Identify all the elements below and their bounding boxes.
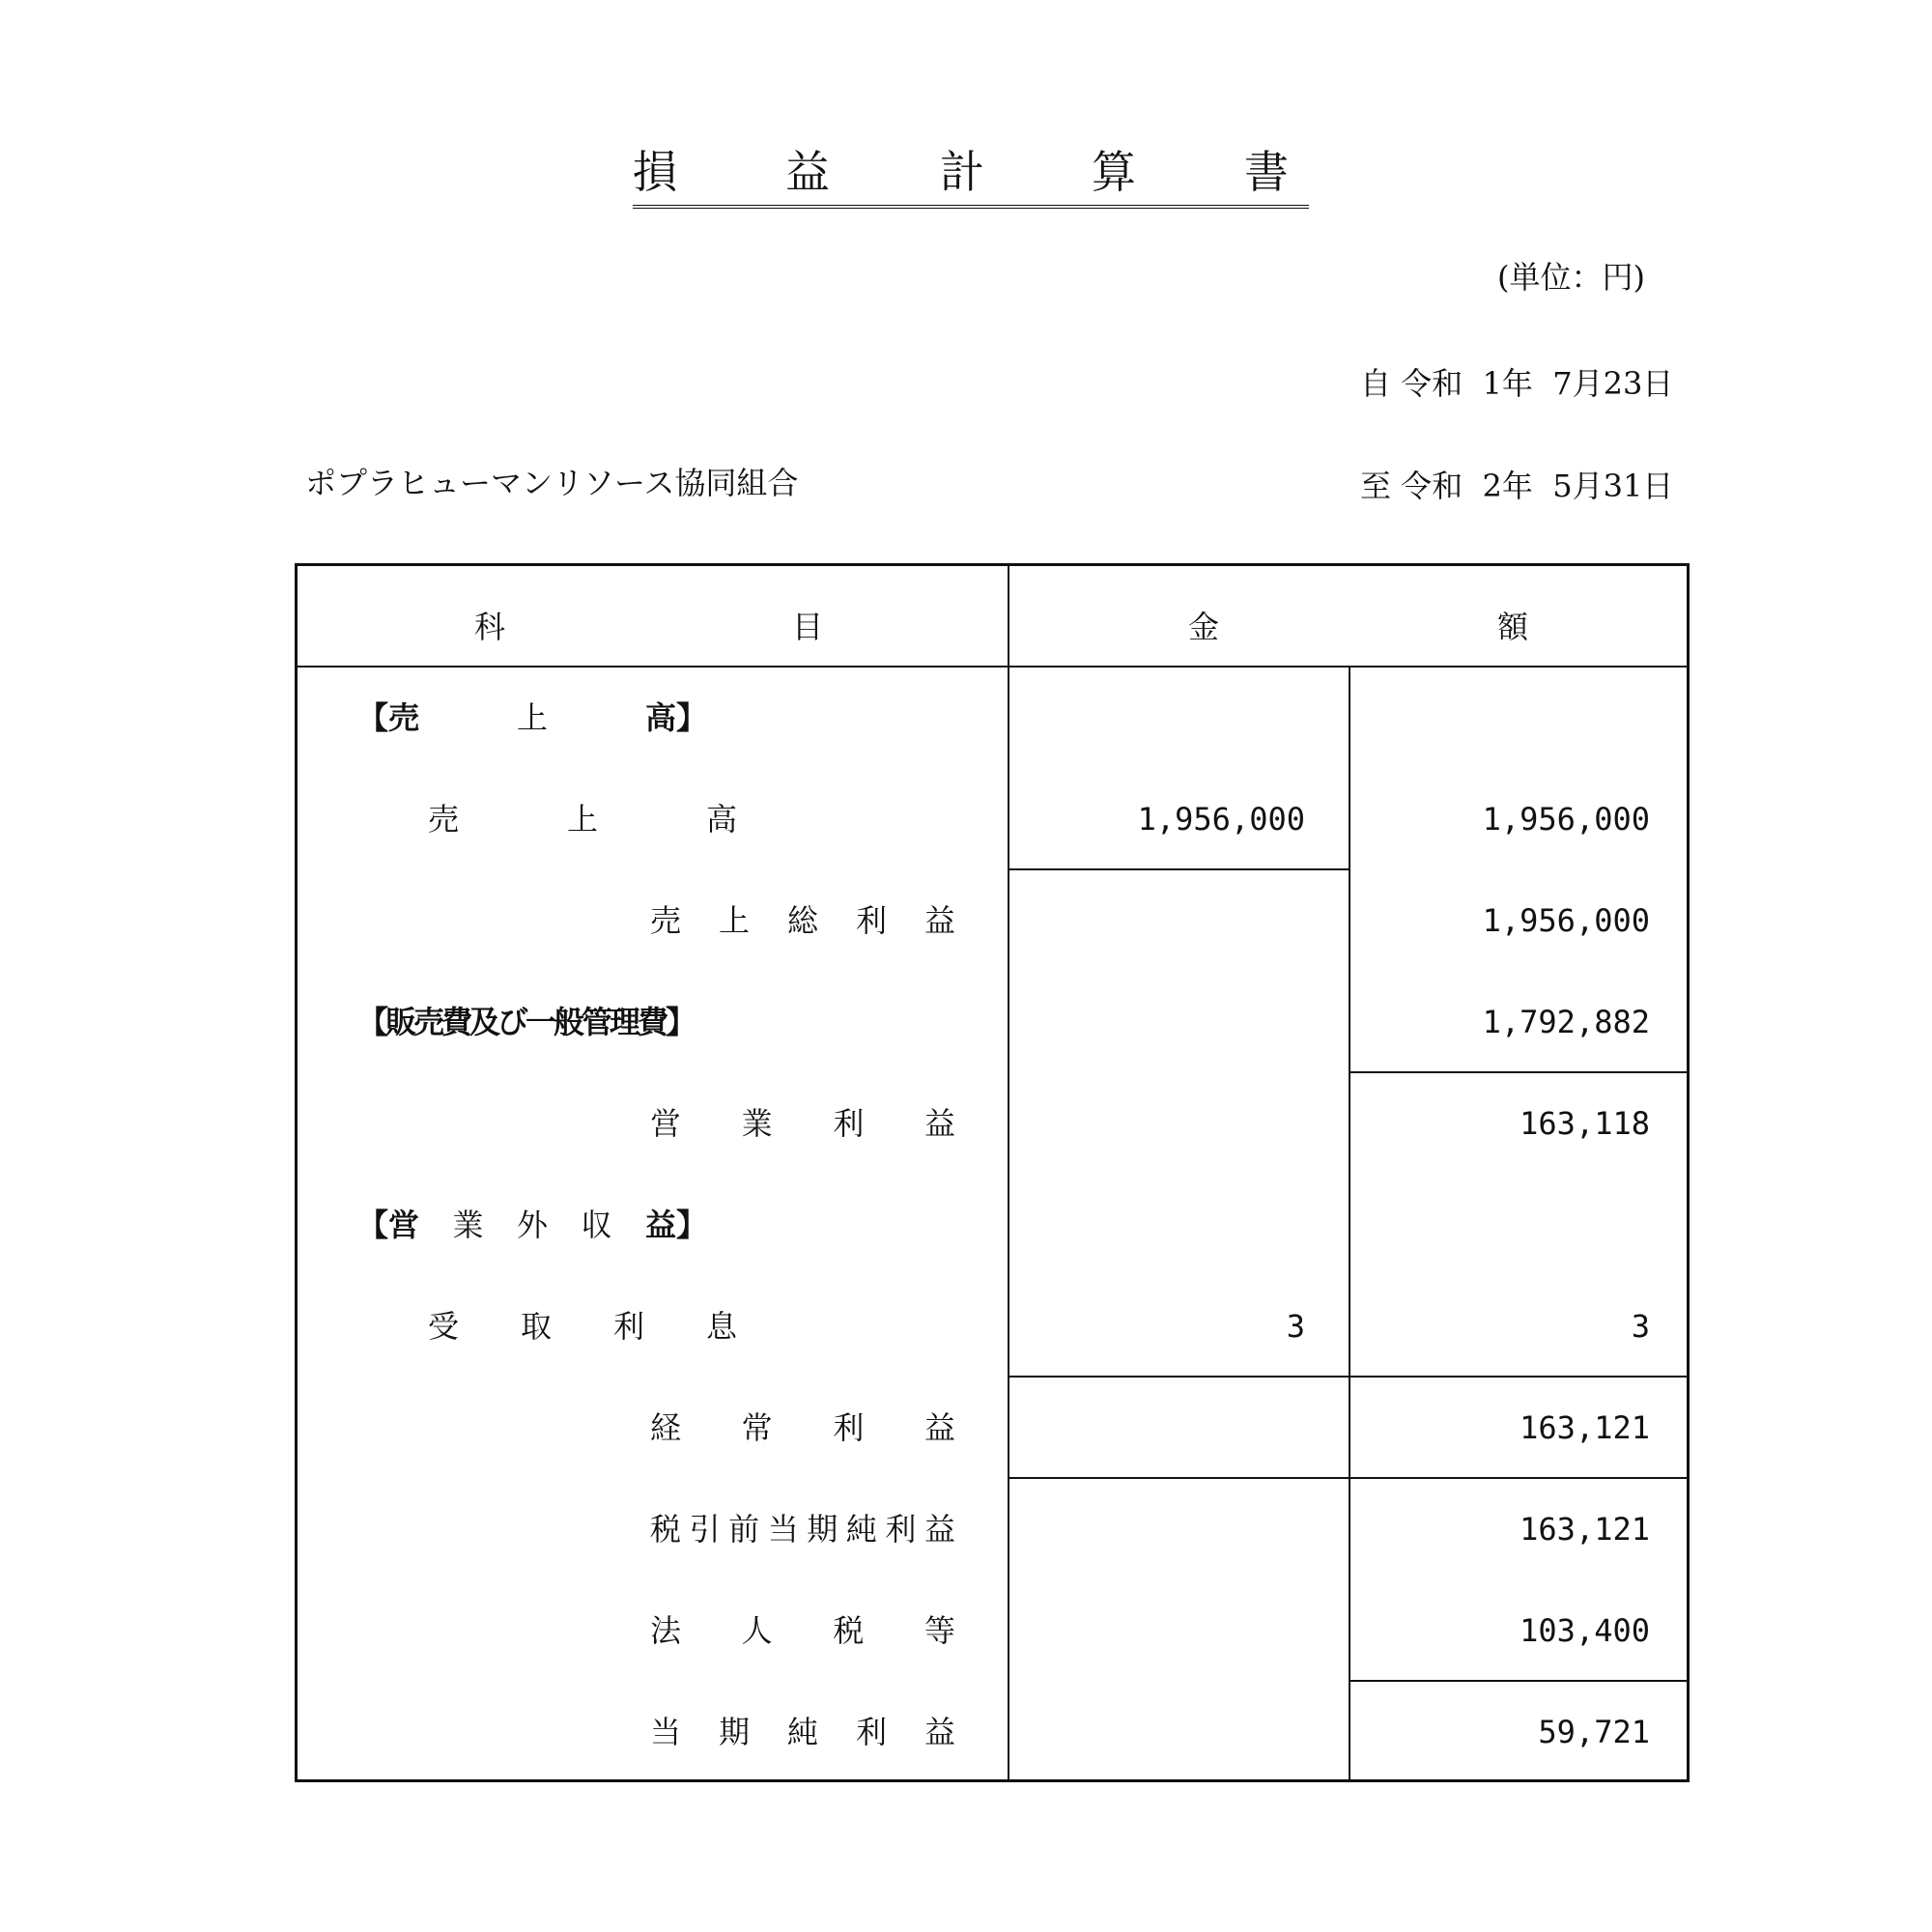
header-amount-char: 金 bbox=[1188, 609, 1220, 645]
company-name: ポプラヒューマンリソース協同組合 bbox=[305, 465, 799, 501]
row-label: 受 取 利 息 bbox=[428, 1308, 737, 1345]
row-label: 【売 上 高】 bbox=[357, 699, 707, 736]
title-char: 書 bbox=[1244, 146, 1289, 198]
row-amount-total: 163,121 bbox=[1520, 1409, 1650, 1446]
row-amount-total: 103,400 bbox=[1520, 1612, 1650, 1649]
row-amount-detail: 1,956,000 bbox=[1137, 801, 1305, 838]
header-amount-char: 額 bbox=[1497, 609, 1529, 645]
row-label: 【販売費及び一般管理費】 bbox=[357, 1004, 695, 1040]
header-item-char: 目 bbox=[792, 609, 824, 645]
table-row bbox=[298, 1479, 1687, 1580]
row-amount-total: 59,721 bbox=[1538, 1714, 1650, 1750]
table-row bbox=[298, 668, 1687, 769]
document-title bbox=[633, 145, 1309, 209]
row-label: 経 常 利 益 bbox=[650, 1409, 955, 1446]
table-row bbox=[298, 1682, 1687, 1783]
table-row bbox=[298, 1378, 1687, 1479]
row-amount-total: 3 bbox=[1631, 1308, 1650, 1345]
table-row bbox=[298, 1580, 1687, 1682]
unit-label: (単位：円) bbox=[1497, 259, 1645, 296]
row-label: 税 引 前 当 期 純 利 益 bbox=[650, 1511, 955, 1548]
table-row bbox=[298, 1073, 1687, 1175]
row-label: 法 人 税 等 bbox=[650, 1612, 955, 1649]
row-amount-total: 1,792,882 bbox=[1482, 1004, 1650, 1040]
period-from: 自 令和 1年 7月23日 bbox=[1360, 365, 1674, 402]
row-amount-detail: 3 bbox=[1286, 1308, 1305, 1345]
header-item-char: 科 bbox=[474, 609, 506, 645]
row-amount-total: 1,956,000 bbox=[1482, 902, 1650, 939]
table-row bbox=[298, 972, 1687, 1073]
row-label: 売 上 高 bbox=[428, 801, 737, 838]
table-row bbox=[298, 769, 1687, 870]
income-statement-table bbox=[295, 563, 1690, 1782]
row-label: 当 期 純 利 益 bbox=[650, 1714, 955, 1750]
row-label: 営 業 利 益 bbox=[650, 1105, 955, 1142]
table-row bbox=[298, 1276, 1687, 1378]
row-amount-total: 1,956,000 bbox=[1482, 801, 1650, 838]
title-char: 計 bbox=[940, 146, 984, 198]
row-label: 売 上 総 利 益 bbox=[650, 902, 955, 939]
row-label: 【営 業 外 収 益】 bbox=[357, 1207, 707, 1243]
title-char: 算 bbox=[1092, 146, 1136, 198]
row-amount-total: 163,118 bbox=[1520, 1105, 1650, 1142]
row-amount-total: 163,121 bbox=[1520, 1511, 1650, 1548]
table-row bbox=[298, 870, 1687, 972]
table-row bbox=[298, 1175, 1687, 1276]
title-char: 益 bbox=[785, 146, 830, 198]
period-to: 至 令和 2年 5月31日 bbox=[1360, 468, 1674, 504]
title-char: 損 bbox=[633, 146, 677, 198]
